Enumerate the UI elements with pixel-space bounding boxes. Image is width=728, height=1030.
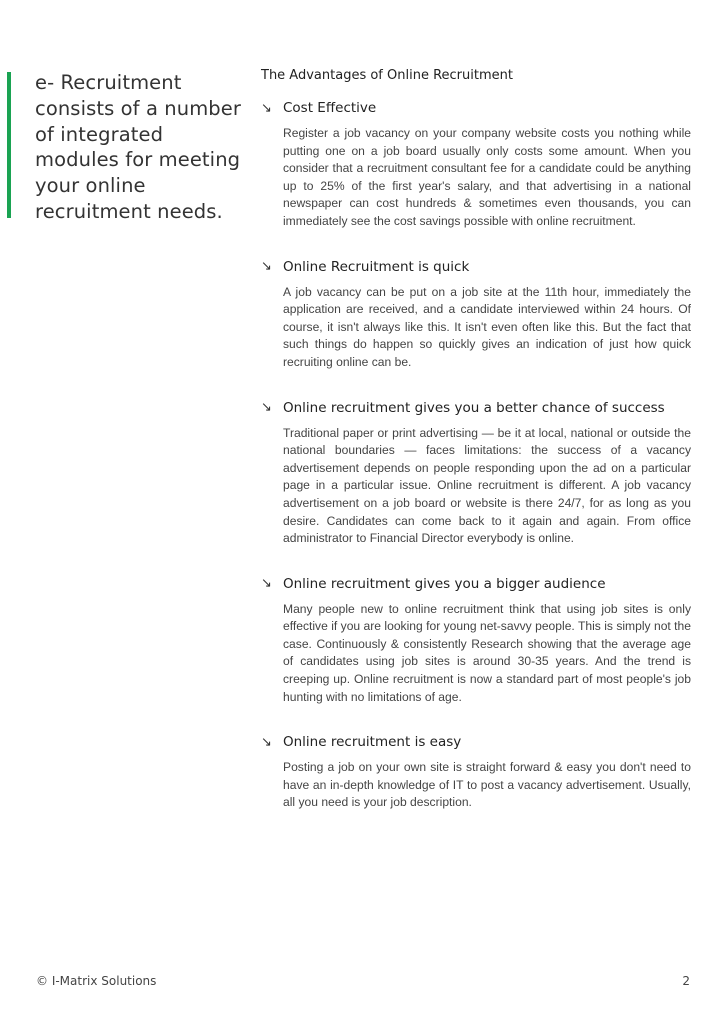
main-content [261,67,691,838]
footer-copyright: © I-Matrix Solutions [36,974,157,988]
item-body: Posting a job on your own site is straight forward & easy you don't need to have an in-depth knowledge of IT to post a vacancy advertisement. Usually, all you need is your job description. [283,760,691,810]
sidebar-tagline: e- Recruitment consists of a number of integrated modules for meeting your online recruitment needs. [35,71,241,223]
arrow-down-right-icon: ↘ [261,734,272,750]
item-header [261,574,691,594]
page-title: The Advantages of Online Recruitment [261,68,513,83]
item-title: Online Recruitment is quick [283,258,470,275]
list-item [261,574,691,707]
item-header [261,398,691,418]
item-title: Online recruitment is easy [283,734,462,751]
list-item [261,257,691,372]
item-body: Many people new to online recruitment think that using job sites is only effective if you are looking for young net-savvy people. This is simply not the case. Continuously & consistently Research showing that the average age of candidates using job sites is around 30-35 years. And the trend is creeping up. Online recruitment is now a standard part of most people's job hunting with no limitations of age. [283,601,691,704]
item-body: Register a job vacancy on your company website costs you nothing while putting one on a job board usually only costs some amount. When you consider that a recruitment consultant fee for a candidate could be anything up to 25% of the first year's salary, and that advertising in a national newspaper can cost hundreds & sometimes even thousands, you can immediately see the cost savings possible with online recruitment. [283,126,691,228]
item-header [261,732,691,752]
arrow-down-right-icon: ↘ [261,576,272,592]
list-item [261,398,691,548]
arrow-down-right-icon: ↘ [261,100,272,116]
item-title: Online recruitment gives you a bigger audience [283,575,606,592]
list-item [261,98,691,231]
arrow-down-right-icon: ↘ [261,400,272,416]
accent-bar [7,72,11,218]
item-body: A job vacancy can be put on a job site at the 11th hour, immediately the application are received, and a candidate interviewed within 24 hours. Of course, it isn't always like this. It isn't even often like this. But the fact that such things do happen so quickly gives an indication of just how quick recruiting online can be. [283,284,691,369]
item-title: Online recruitment gives you a better chance of success [283,399,665,416]
arrow-down-right-icon: ↘ [261,259,272,275]
item-header [261,98,691,118]
page-number: 2 [682,974,690,988]
item-header [261,257,691,277]
list-item [261,732,691,812]
item-body: Traditional paper or print advertising — be it at local, national or outside the national boundaries — faces limitations: the success of a vacancy advertisement depends on people responding upon the ad on a particular page in a particular issue. Online recruitment is different. A job vacancy advertisement on a job board or website is there 24/7, for as long as you desire. Candidates can come back to it again and again. From office administrator to Financial Director everybody is online. [283,425,691,546]
item-title: Cost Effective [283,100,377,116]
